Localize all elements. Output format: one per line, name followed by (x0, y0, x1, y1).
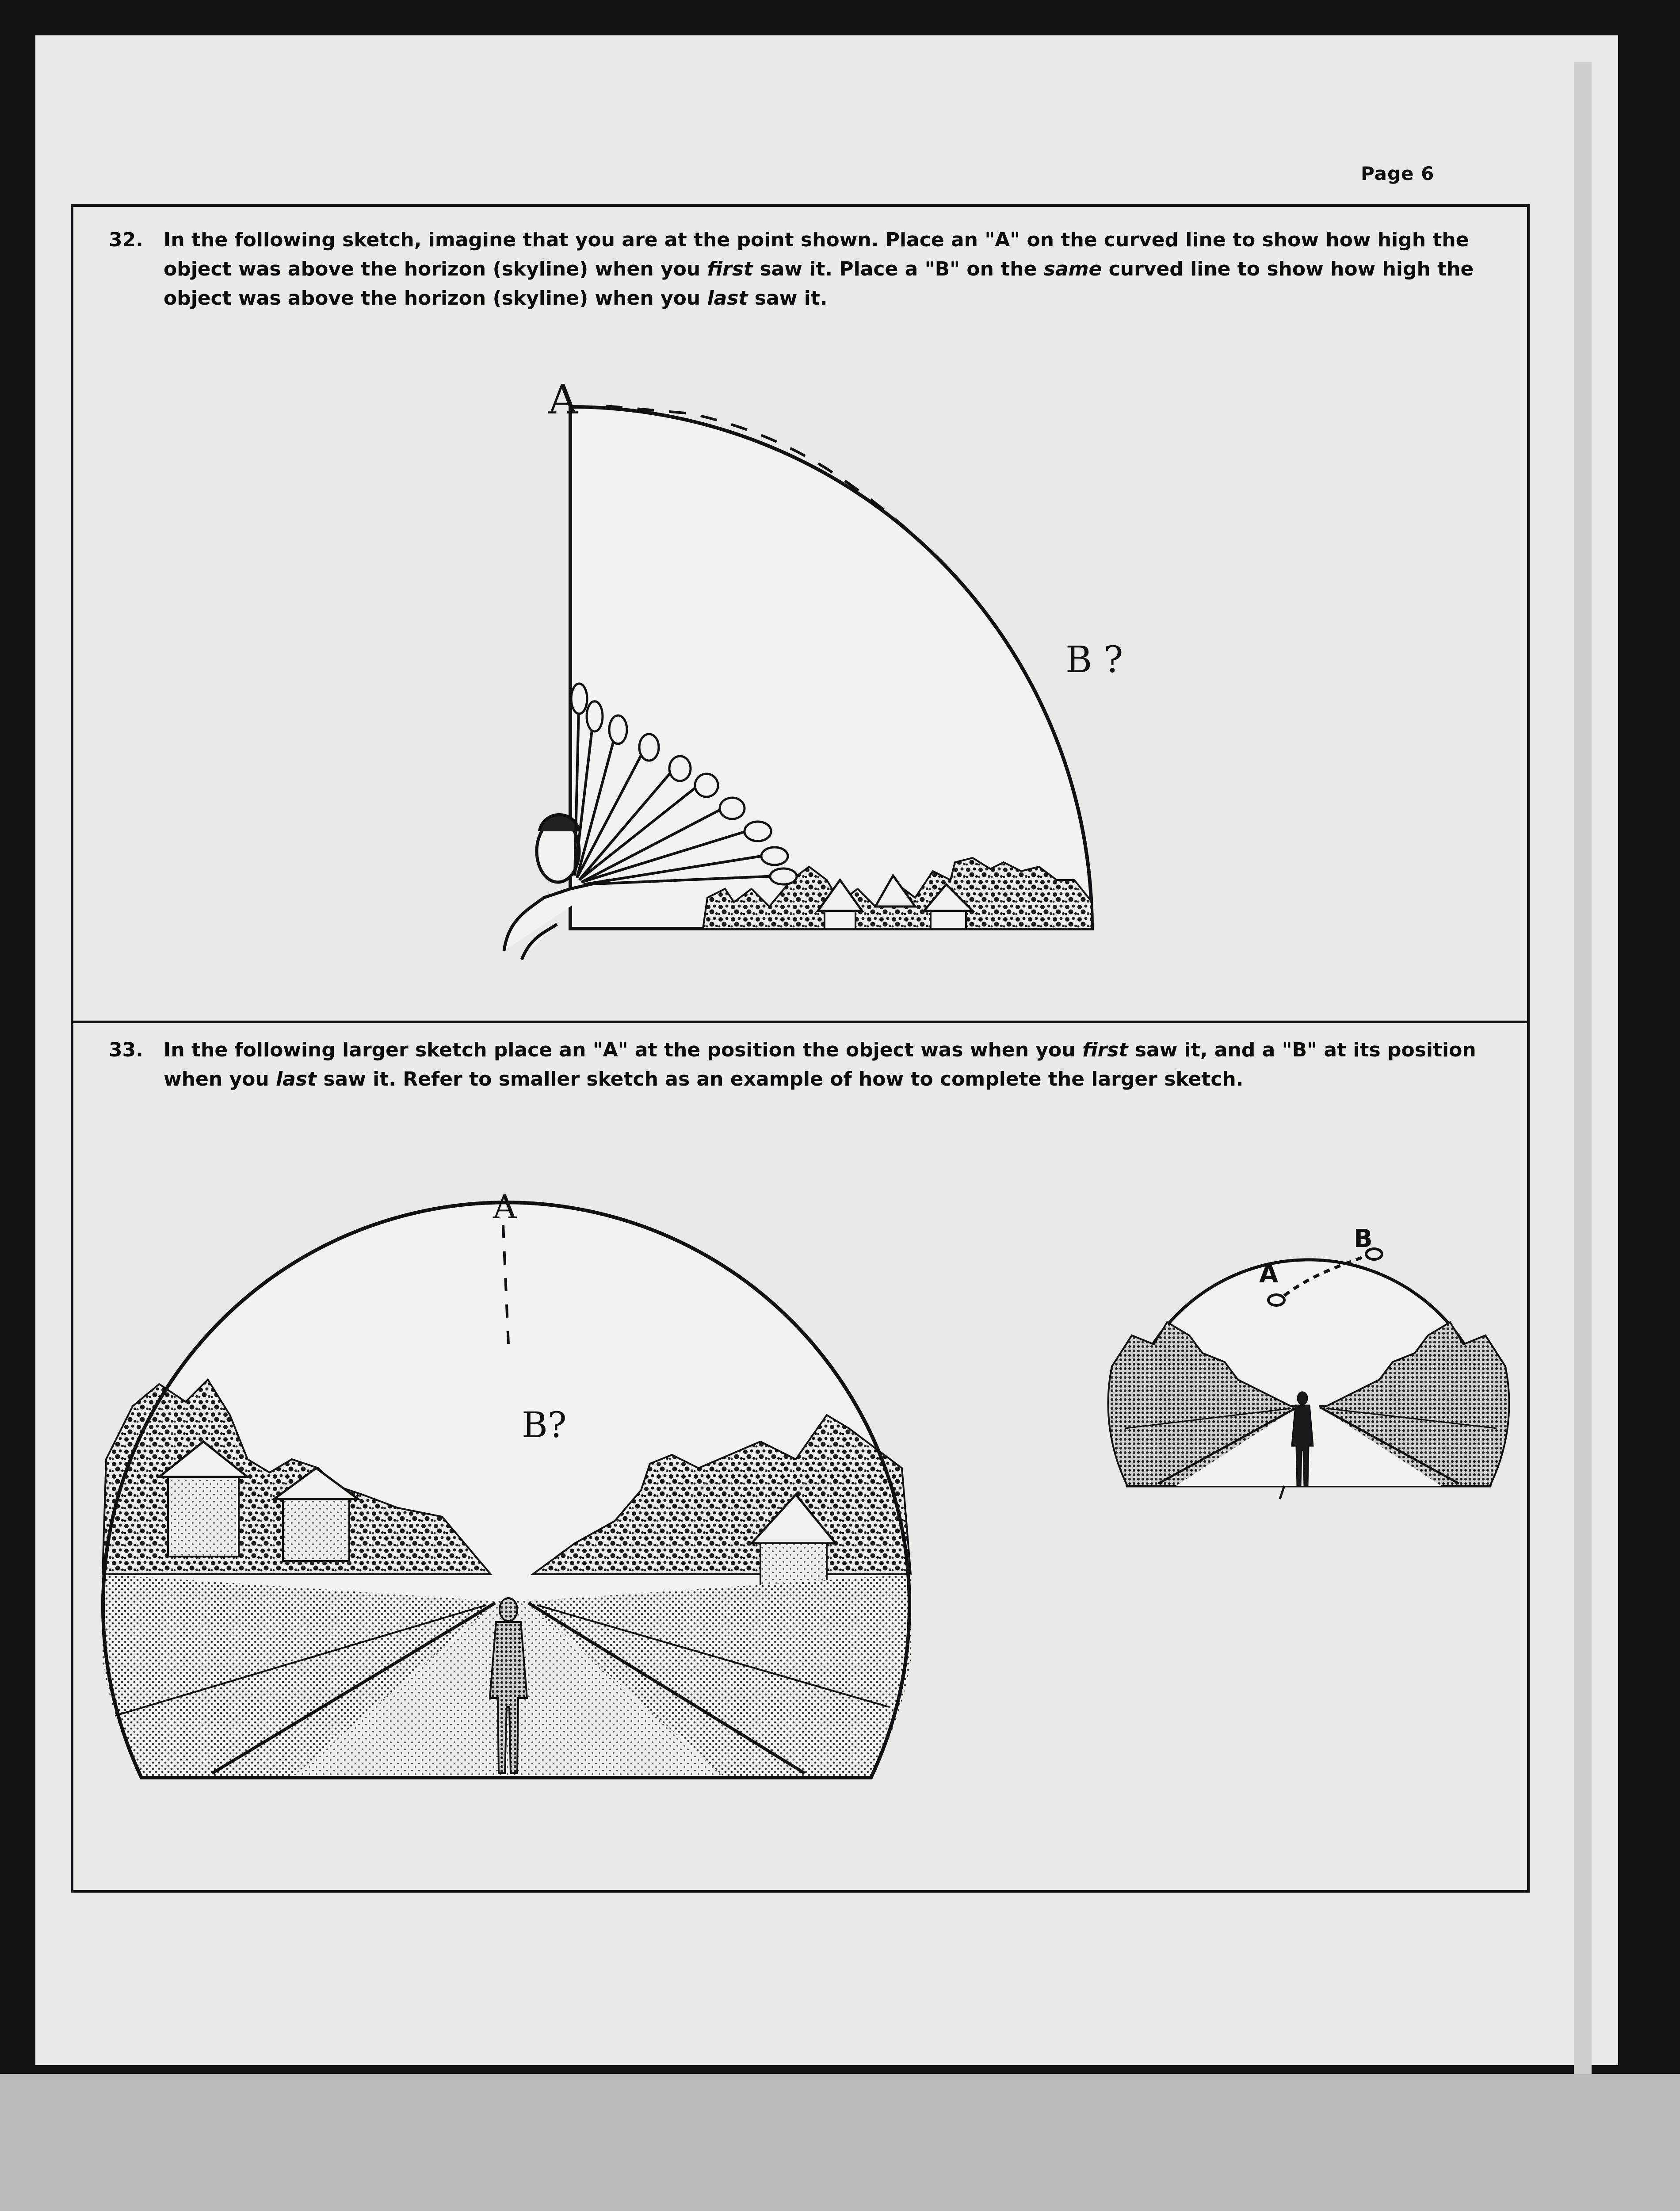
q32-sketch (504, 376, 1123, 960)
handwritten-b: B? (522, 1404, 567, 1446)
left-house (168, 1473, 239, 1557)
sky-quadrant (570, 407, 1092, 929)
example-label-b: B (1354, 1224, 1373, 1253)
handwritten-b: B ? (1065, 639, 1123, 681)
question-text: In the following sketch, imagine that you are at the point shown. Place an "A" on the curved line to show how high the object was above the horizon (skyline) when you first saw it. Place a "B" on the same curved line to show how high the object was above the horizon (skyline) when you last saw it. (164, 229, 1474, 310)
q33-large-sketch (103, 1188, 911, 1778)
handwritten-a: A (548, 376, 578, 423)
page-number: Page 6 (1361, 163, 1435, 184)
q33-example-sketch (1108, 1224, 1509, 1499)
question-number: 32. (109, 229, 143, 251)
left-house-2 (283, 1495, 349, 1561)
question-text: In the following larger sketch place an "A" at the position the object was when you first saw it, and a "B" at its position when you last saw it. Refer to smaller sketch as an example of how to complete the larger sketch. (164, 1039, 1476, 1090)
question-number: 33. (109, 1039, 143, 1061)
handwritten-a: A (493, 1188, 517, 1226)
example-label-a: A (1259, 1260, 1279, 1289)
